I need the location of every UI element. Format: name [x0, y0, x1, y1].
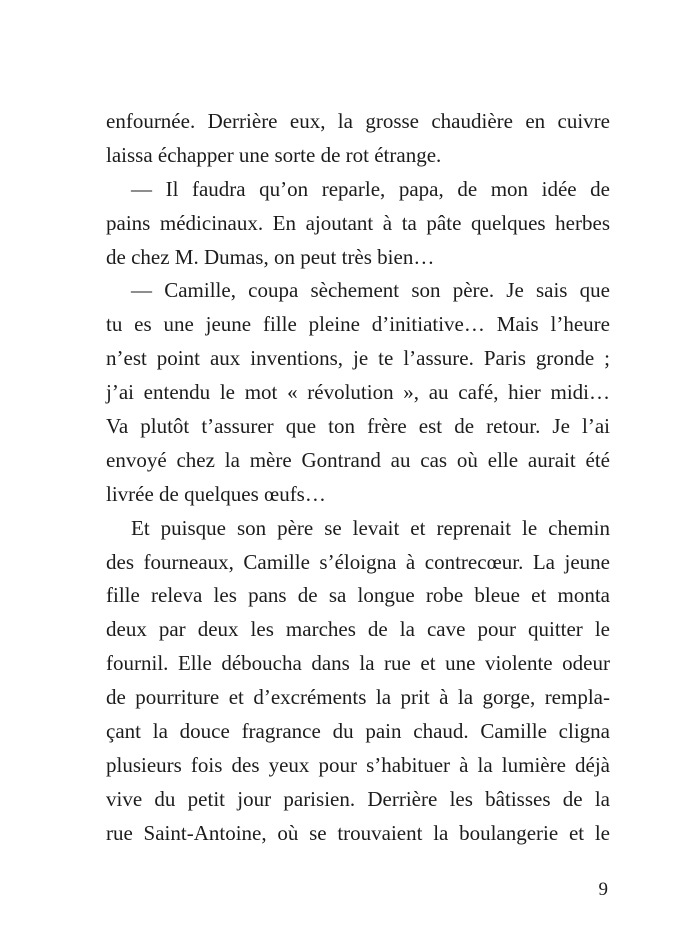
- text-line: vive du petit jour parisien. Derrière les bâtisses de la: [106, 786, 610, 811]
- text-line: pains médicinaux. En ajoutant à ta pâte quelques herbes: [106, 210, 610, 235]
- text-line: rue Saint-Antoine, où se trouvaient la boulangerie et le: [106, 820, 610, 845]
- text-line: deux par deux les marches de la cave pour quitter le: [106, 617, 610, 642]
- text-line: — Il faudra qu’on reparle, papa, de mon idée de: [131, 176, 610, 201]
- text-line: enfournée. Derrière eux, la grosse chaudière en cuivre: [106, 109, 610, 133]
- text-line: fournil. Elle déboucha dans la rue et une violente odeur: [106, 651, 610, 676]
- text-line: Et puisque son père se levait et reprenait le chemin: [131, 515, 610, 540]
- text-line: de pourriture et d’excréments la prit à la gorge, rempla-: [106, 685, 610, 710]
- text-line: envoyé chez la mère Gontrand au cas où elle aurait été: [106, 447, 610, 472]
- text-line: n’est point aux inventions, je te l’assure. Paris gronde ;: [106, 346, 610, 371]
- text-line: Va plutôt t’assurer que ton frère est de retour. Je l’ai: [106, 414, 610, 439]
- text-line: plusieurs fois des yeux pour s’habituer à la lumière déjà: [106, 752, 610, 777]
- page-number: 9: [598, 879, 608, 900]
- text-line: des fourneaux, Camille s’éloigna à contrecœur. La jeune: [106, 549, 610, 574]
- text-line: j’ai entendu le mot « révolution », au café, hier midi…: [106, 380, 610, 405]
- text-line: — Camille, coupa sèchement son père. Je sais que: [131, 278, 610, 303]
- body-text: [106, 105, 610, 851]
- text-line: laissa échapper une sorte de rot étrange.: [106, 142, 442, 167]
- text-line: fille releva les pans de sa longue robe bleue et monta: [106, 583, 610, 608]
- text-line: çant la douce fragrance du pain chaud. Camille cligna: [106, 719, 610, 744]
- text-line: de chez M. Dumas, on peut très bien…: [106, 244, 435, 269]
- text-line: livrée de quelques œufs…: [106, 481, 326, 506]
- text-line: tu es une jeune fille pleine d’initiative… Mais l’heure: [106, 312, 610, 337]
